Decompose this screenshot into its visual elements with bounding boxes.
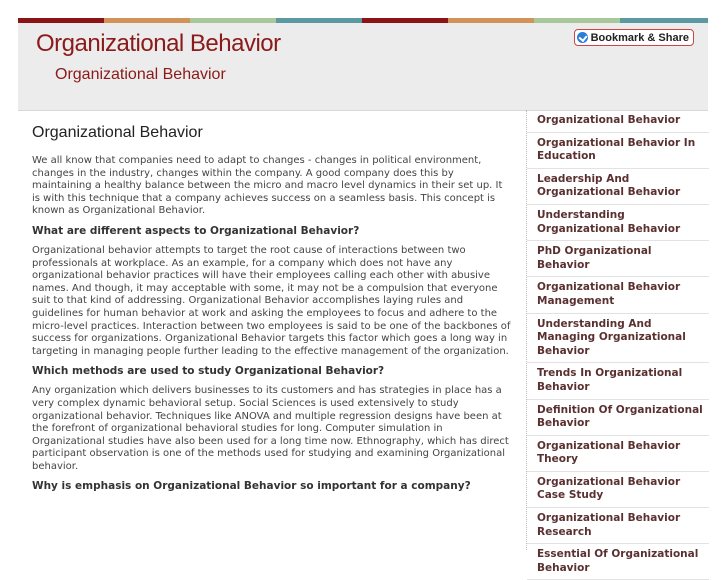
sidebar-nav <box>526 110 709 574</box>
bookmark-label: Bookmark & Share <box>590 31 689 44</box>
sidebar-link[interactable]: Organizational Behavior Management <box>527 277 709 313</box>
sidebar-link[interactable]: Organizational Behavior Research <box>527 508 709 544</box>
bookmark-icon <box>577 32 588 43</box>
sidebar-link[interactable]: Understanding Organizational Behavior <box>527 205 709 241</box>
sidebar-link[interactable]: Leadership And Organizational Behavior <box>527 169 709 205</box>
section-paragraph: Organizational behavior attempts to target the root cause of interactions between two professionals at workplace. As an example, for a company which does not have any organizational behavior practices will have their employees calling each other with abusive names. And though, it may acceptable with some, it may not be a compulsion that everyone suit to that kind of addressing. Organizational Behavior accomplishes laying rules and guidelines for human behavior at work and asking the employees to focus and adhere to the micro-level practices. Interaction between two employees is said to be one of the backbones of success for organizations. Organizational Behavior targets this factor which goes a long way in targeting in managing people further leading to the effective management of the organization. <box>32 244 511 357</box>
site-header <box>18 23 708 111</box>
sidebar-link[interactable]: Essential Of Organizational Behavior <box>527 544 709 580</box>
sidebar-link[interactable]: Organizational Behavior In Education <box>527 133 709 169</box>
sidebar-link[interactable]: Definition Of Organizational Behavior <box>527 400 709 436</box>
section-paragraph: Any organization which delivers businesses to its customers and has strategies in place has a very complex dynamic behavioral setup. Social Sciences is used extensively to study organizational behavior. Techniques like ANOVA and multiple regression designs have been at the forefront of organizational behavioral studies for long. Computer simulation in Organizational studies have also been used for a long time now. Ethnography, which has direct participant observation is one of the methods used for studying and examining Organizational behavior. <box>32 385 509 472</box>
sidebar-link[interactable]: PhD Organizational Behavior <box>527 241 709 277</box>
sidebar-link[interactable]: Organizational Behavior Case Study <box>527 472 709 508</box>
bookmark-share-button[interactable] <box>574 29 694 46</box>
section-heading: Which methods are used to study Organizational Behavior? <box>32 365 385 378</box>
site-subtitle: Organizational Behavior <box>55 66 226 83</box>
section-heading: Why is emphasis on Organizational Behavior so important for a company? <box>32 480 471 493</box>
sidebar-link[interactable]: Organizational Behavior Theory <box>527 436 709 472</box>
section-heading: What are different aspects to Organizational Behavior? <box>32 224 360 237</box>
article-title: Organizational Behavior <box>32 124 203 141</box>
sidebar-link[interactable]: Organizational Behavior <box>527 110 709 133</box>
article-intro: We all know that companies need to adapt to changes - changes in political environment, changes in the industry, changes within the company. A good company does this by maintaining a healthy balance between the micro and macro level dynamics in their set up. It is with this technique that a company achieves success on a seamless basis. This concept is known as Organizational Behavior. <box>32 155 503 217</box>
sidebar-link[interactable]: Trends In Organizational Behavior <box>527 363 709 399</box>
sidebar-link[interactable]: Understanding And Managing Organizational Behavior <box>527 314 709 364</box>
site-title[interactable]: Organizational Behavior <box>36 30 281 57</box>
article-content <box>32 124 512 500</box>
